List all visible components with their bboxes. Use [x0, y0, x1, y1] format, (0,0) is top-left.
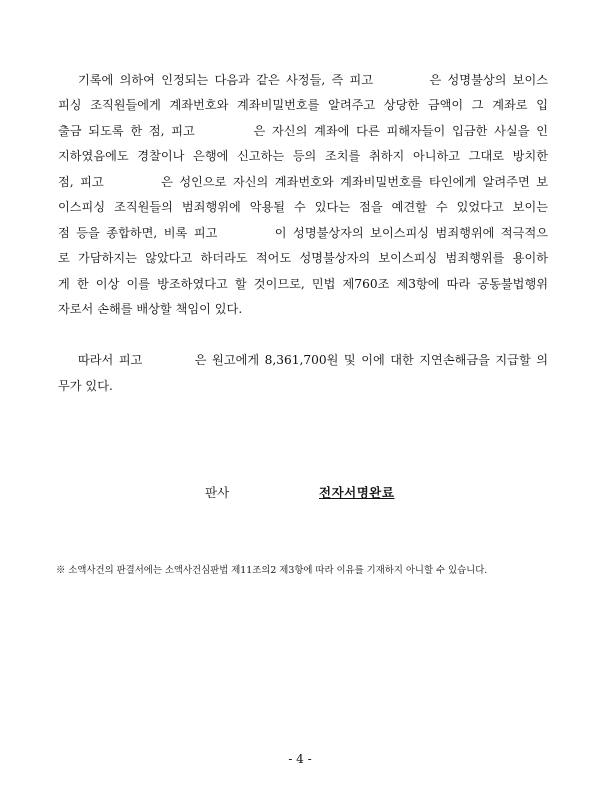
paragraph-line: 이스피싱 조직원들의 범죄행위에 악용될 수 있다는 점을 예견할 수 있었다고 보이는	[58, 200, 548, 214]
paragraph-line: 로 가담하지는 않았다고 하더라도 적어도 성명불상자의 보이스피싱 범죄행위를 용이하	[58, 251, 548, 265]
judge-label: 판사	[205, 485, 230, 500]
electronic-signature: 전자서명완료	[319, 485, 395, 500]
paragraph-line: 따라서 피고 은 원고에게 8,361,700원 및 이에 대한 지연손해금을 지급할 의	[78, 353, 548, 367]
paragraph-line: 게 한 이상 이를 방조하였다고 할 것이므로, 민법 제760조 제3항에 따라 공동불법행위	[58, 277, 548, 291]
footnote: ※ 소액사건의 판결서에는 소액사건심판법 제11조의2 제3항에 따라 이유를 기재하지 아니할 수 있습니다.	[56, 565, 488, 576]
paragraph-line: 피싱 조직원들에게 계좌번호와 계좌비밀번호를 알려주고 상당한 금액이 그 계좌로 입	[58, 98, 548, 112]
paragraph-line: 자로서 손해를 배상할 책임이 있다.	[58, 302, 243, 316]
paragraph-line: 점, 피고 은 성인으로 자신의 계좌번호와 계좌비밀번호를 타인에게 알려주면 보	[58, 175, 548, 189]
paragraph-line: 무가 있다.	[58, 379, 113, 393]
paragraph-line: 지하였음에도 경찰이나 은행에 신고하는 등의 조치를 취하지 아니하고 그대로 방치한	[58, 149, 548, 163]
page-number: - 4 -	[288, 752, 312, 766]
paragraph-line: 점 등을 종합하면, 비록 피고 이 성명불상자의 보이스피싱 범죄행위에 적극적으	[58, 226, 548, 240]
paragraph-line: 출금 되도록 한 점, 피고 은 자신의 계좌에 다른 피해자들이 입금한 사실을 인	[58, 124, 548, 138]
paragraph-line: 기록에 의하여 인정되는 다음과 같은 사정들, 즉 피고 은 성명불상의 보이스	[78, 73, 548, 87]
